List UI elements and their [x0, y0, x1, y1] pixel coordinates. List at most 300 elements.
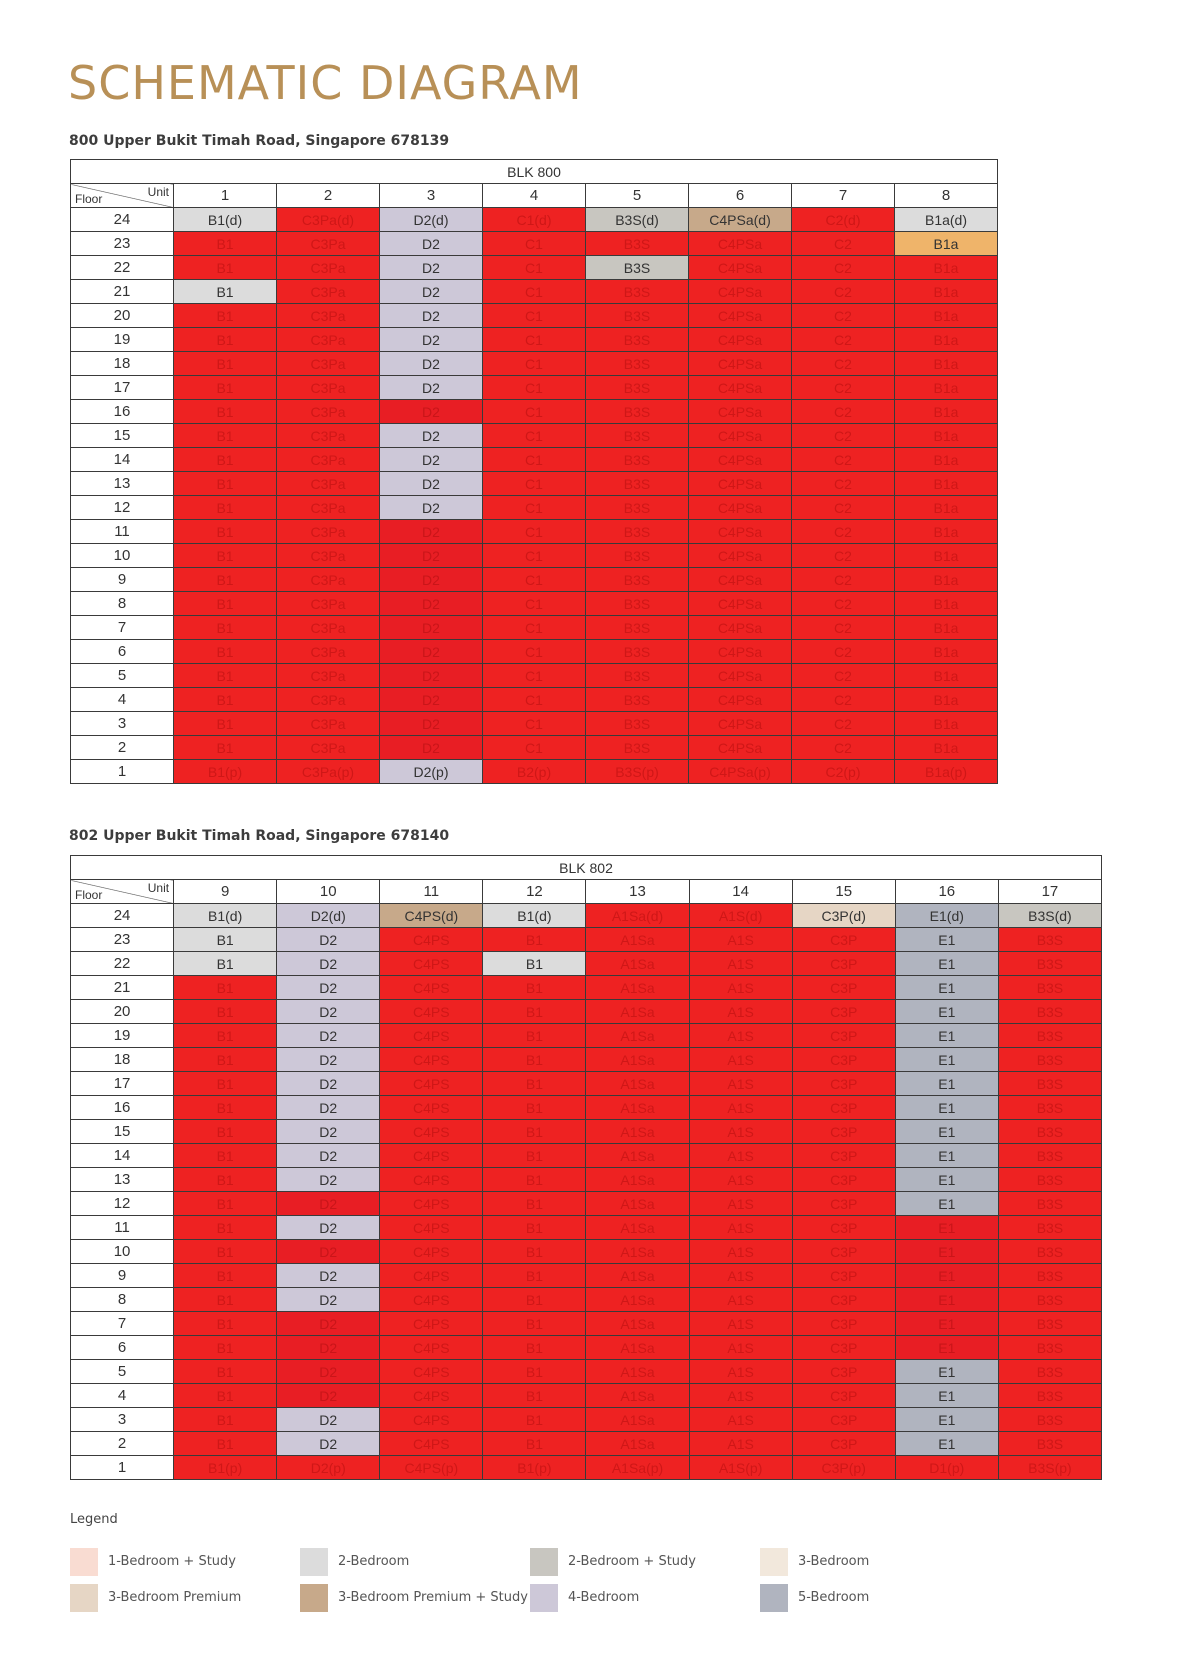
unit-cell[interactable]: D2 [277, 1168, 380, 1192]
unit-cell[interactable]: E1 [895, 952, 998, 976]
unit-cell[interactable]: C1 [483, 736, 586, 760]
unit-cell[interactable]: B1 [174, 1240, 277, 1264]
unit-cell[interactable]: B1a [895, 472, 998, 496]
unit-cell[interactable]: E1 [895, 1024, 998, 1048]
unit-cell[interactable]: C4PSa [689, 664, 792, 688]
unit-cell[interactable]: B1 [174, 1000, 277, 1024]
unit-cell[interactable]: C4PS [380, 928, 483, 952]
unit-cell[interactable]: A1Sa [586, 1312, 689, 1336]
unit-cell[interactable]: B2(p) [483, 760, 586, 784]
unit-cell[interactable]: C4PS [380, 1144, 483, 1168]
unit-cell[interactable]: C1 [483, 256, 586, 280]
unit-cell[interactable]: A1Sa [586, 1000, 689, 1024]
unit-cell[interactable]: B1a [895, 424, 998, 448]
unit-cell[interactable]: D2 [380, 520, 483, 544]
unit-cell[interactable]: D2 [380, 352, 483, 376]
unit-cell[interactable]: B3S [998, 1288, 1101, 1312]
unit-cell[interactable]: C3P [792, 1360, 895, 1384]
unit-cell[interactable]: B1a [895, 496, 998, 520]
unit-cell[interactable]: C4PS [380, 1048, 483, 1072]
unit-cell[interactable]: B1 [174, 952, 277, 976]
unit-cell[interactable]: B1 [174, 664, 277, 688]
unit-cell[interactable]: B1 [174, 1024, 277, 1048]
unit-cell[interactable]: B1 [483, 1024, 586, 1048]
unit-cell[interactable]: C4PSa [689, 424, 792, 448]
unit-cell[interactable]: D2 [380, 304, 483, 328]
unit-cell[interactable]: A1S [689, 1216, 792, 1240]
unit-cell[interactable]: C4PS [380, 1336, 483, 1360]
unit-cell[interactable]: B1 [483, 928, 586, 952]
unit-cell[interactable]: D2 [380, 616, 483, 640]
unit-cell[interactable]: B1 [174, 544, 277, 568]
unit-cell[interactable]: B3S [998, 928, 1101, 952]
unit-cell[interactable]: C1 [483, 304, 586, 328]
unit-cell[interactable]: D2 [380, 640, 483, 664]
unit-cell[interactable]: B1a [895, 400, 998, 424]
unit-cell[interactable]: D2 [277, 1048, 380, 1072]
unit-cell[interactable]: A1S [689, 976, 792, 1000]
unit-cell[interactable]: B1 [483, 1264, 586, 1288]
unit-cell[interactable]: B1a [895, 280, 998, 304]
unit-cell[interactable]: E1 [895, 1384, 998, 1408]
unit-cell[interactable]: C3Pa(p) [277, 760, 380, 784]
unit-cell[interactable]: A1S(p) [689, 1456, 792, 1480]
unit-cell[interactable]: C3Pa [277, 712, 380, 736]
unit-cell[interactable]: B3S [998, 1072, 1101, 1096]
unit-cell[interactable]: B1a [895, 664, 998, 688]
unit-cell[interactable]: C3Pa [277, 424, 380, 448]
unit-cell[interactable]: A1S [689, 1072, 792, 1096]
unit-cell[interactable]: B1 [483, 1360, 586, 1384]
unit-cell[interactable]: B3S [998, 1240, 1101, 1264]
unit-cell[interactable]: B1 [483, 1072, 586, 1096]
unit-cell[interactable]: C4PSa(d) [689, 208, 792, 232]
unit-cell[interactable]: C4PS [380, 1000, 483, 1024]
unit-cell[interactable]: D2 [380, 376, 483, 400]
unit-cell[interactable]: C2 [792, 568, 895, 592]
unit-cell[interactable]: D2(p) [277, 1456, 380, 1480]
unit-cell[interactable]: C4PS [380, 1072, 483, 1096]
unit-cell[interactable]: C3P [792, 1120, 895, 1144]
unit-cell[interactable]: C3Pa [277, 232, 380, 256]
unit-cell[interactable]: C4PSa [689, 472, 792, 496]
unit-cell[interactable]: B1a [895, 688, 998, 712]
unit-cell[interactable]: C2 [792, 376, 895, 400]
unit-cell[interactable]: C4PSa [689, 712, 792, 736]
unit-cell[interactable]: A1Sa [586, 1096, 689, 1120]
unit-cell[interactable]: C2 [792, 472, 895, 496]
unit-cell[interactable]: B3S [998, 1024, 1101, 1048]
unit-cell[interactable]: D2 [380, 328, 483, 352]
unit-cell[interactable]: B1(p) [174, 760, 277, 784]
unit-cell[interactable]: B1 [174, 736, 277, 760]
unit-cell[interactable]: B3S [998, 1048, 1101, 1072]
unit-cell[interactable]: C1 [483, 280, 586, 304]
unit-cell[interactable]: B1 [483, 1192, 586, 1216]
unit-cell[interactable]: C3P [792, 1312, 895, 1336]
unit-cell[interactable]: C4PS(d) [380, 904, 483, 928]
unit-cell[interactable]: B3S [586, 568, 689, 592]
unit-cell[interactable]: E1 [895, 1360, 998, 1384]
unit-cell[interactable]: E1 [895, 1048, 998, 1072]
unit-cell[interactable]: D2 [277, 1264, 380, 1288]
unit-cell[interactable]: B1 [174, 1168, 277, 1192]
unit-cell[interactable]: B1a [895, 352, 998, 376]
unit-cell[interactable]: B1 [483, 1096, 586, 1120]
unit-cell[interactable]: C2 [792, 544, 895, 568]
unit-cell[interactable]: A1S [689, 1048, 792, 1072]
unit-cell[interactable]: C2(d) [792, 208, 895, 232]
unit-cell[interactable]: B3S [998, 1432, 1101, 1456]
unit-cell[interactable]: B3S [998, 1216, 1101, 1240]
unit-cell[interactable]: A1S [689, 1000, 792, 1024]
unit-cell[interactable]: C3P [792, 1216, 895, 1240]
unit-cell[interactable]: A1Sa [586, 1360, 689, 1384]
unit-cell[interactable]: C3Pa [277, 544, 380, 568]
unit-cell[interactable]: A1S [689, 1336, 792, 1360]
unit-cell[interactable]: A1Sa [586, 1048, 689, 1072]
unit-cell[interactable]: B1 [174, 304, 277, 328]
unit-cell[interactable]: D2 [380, 544, 483, 568]
unit-cell[interactable]: C3P [792, 1384, 895, 1408]
unit-cell[interactable]: C3Pa [277, 256, 380, 280]
unit-cell[interactable]: C3Pa [277, 496, 380, 520]
unit-cell[interactable]: D2 [277, 1024, 380, 1048]
unit-cell[interactable]: E1 [895, 1120, 998, 1144]
unit-cell[interactable]: B1 [174, 1384, 277, 1408]
unit-cell[interactable]: C2 [792, 232, 895, 256]
unit-cell[interactable]: C1 [483, 424, 586, 448]
unit-cell[interactable]: B1a [895, 448, 998, 472]
unit-cell[interactable]: B3S [586, 640, 689, 664]
unit-cell[interactable]: C3Pa [277, 352, 380, 376]
unit-cell[interactable]: B3S [586, 304, 689, 328]
unit-cell[interactable]: C3Pa [277, 592, 380, 616]
unit-cell[interactable]: D2 [380, 664, 483, 688]
unit-cell[interactable]: C3P [792, 1408, 895, 1432]
unit-cell[interactable]: B1a [895, 544, 998, 568]
unit-cell[interactable]: C1 [483, 496, 586, 520]
unit-cell[interactable]: D2 [380, 424, 483, 448]
unit-cell[interactable]: B3S [998, 1408, 1101, 1432]
unit-cell[interactable]: D2 [277, 1120, 380, 1144]
unit-cell[interactable]: C3Pa [277, 304, 380, 328]
unit-cell[interactable]: C4PSa [689, 616, 792, 640]
unit-cell[interactable]: C2 [792, 352, 895, 376]
unit-cell[interactable]: E1 [895, 1144, 998, 1168]
unit-cell[interactable]: A1S [689, 1168, 792, 1192]
unit-cell[interactable]: C3P [792, 1432, 895, 1456]
unit-cell[interactable]: B1 [174, 520, 277, 544]
unit-cell[interactable]: C3Pa [277, 448, 380, 472]
unit-cell[interactable]: D2 [277, 1384, 380, 1408]
unit-cell[interactable]: C1 [483, 664, 586, 688]
unit-cell[interactable]: B1 [174, 1336, 277, 1360]
unit-cell[interactable]: A1S [689, 928, 792, 952]
unit-cell[interactable]: D2 [380, 400, 483, 424]
unit-cell[interactable]: B3S [586, 280, 689, 304]
unit-cell[interactable]: D1(p) [895, 1456, 998, 1480]
unit-cell[interactable]: C2 [792, 592, 895, 616]
unit-cell[interactable]: C2 [792, 304, 895, 328]
unit-cell[interactable]: D2 [277, 952, 380, 976]
unit-cell[interactable]: B1 [174, 688, 277, 712]
unit-cell[interactable]: B1 [174, 424, 277, 448]
unit-cell[interactable]: B3S [586, 520, 689, 544]
unit-cell[interactable]: C4PSa [689, 232, 792, 256]
unit-cell[interactable]: C3P [792, 1144, 895, 1168]
unit-cell[interactable]: C2 [792, 640, 895, 664]
unit-cell[interactable]: B3S [998, 1120, 1101, 1144]
unit-cell[interactable]: A1Sa [586, 1144, 689, 1168]
unit-cell[interactable]: C4PS [380, 952, 483, 976]
unit-cell[interactable]: C2 [792, 448, 895, 472]
unit-cell[interactable]: B3S [586, 400, 689, 424]
unit-cell[interactable]: C4PS [380, 1264, 483, 1288]
unit-cell[interactable]: B1a [895, 736, 998, 760]
unit-cell[interactable]: B1a [895, 520, 998, 544]
unit-cell[interactable]: C2 [792, 328, 895, 352]
unit-cell[interactable]: A1S [689, 1384, 792, 1408]
unit-cell[interactable]: B1 [483, 1288, 586, 1312]
unit-cell[interactable]: B1 [174, 328, 277, 352]
unit-cell[interactable]: A1Sa [586, 1288, 689, 1312]
unit-cell[interactable]: C3Pa [277, 736, 380, 760]
unit-cell[interactable]: C3Pa [277, 376, 380, 400]
unit-cell[interactable]: B3S [586, 544, 689, 568]
unit-cell[interactable]: A1Sa [586, 1384, 689, 1408]
unit-cell[interactable]: B3S [586, 328, 689, 352]
unit-cell[interactable]: C4PSa [689, 736, 792, 760]
unit-cell[interactable]: C3Pa [277, 616, 380, 640]
unit-cell[interactable]: C2 [792, 688, 895, 712]
unit-cell[interactable]: E1 [895, 976, 998, 1000]
unit-cell[interactable]: B1(p) [483, 1456, 586, 1480]
unit-cell[interactable]: D2 [380, 496, 483, 520]
unit-cell[interactable]: A1S [689, 1360, 792, 1384]
unit-cell[interactable]: B1 [174, 592, 277, 616]
unit-cell[interactable]: C2 [792, 520, 895, 544]
unit-cell[interactable]: B3S(p) [998, 1456, 1101, 1480]
unit-cell[interactable]: A1Sa(p) [586, 1456, 689, 1480]
unit-cell[interactable]: B1a [895, 712, 998, 736]
unit-cell[interactable]: C4PSa [689, 376, 792, 400]
unit-cell[interactable]: C3Pa [277, 400, 380, 424]
unit-cell[interactable]: C4PSa [689, 640, 792, 664]
unit-cell[interactable]: B1 [483, 1120, 586, 1144]
unit-cell[interactable]: B1a [895, 640, 998, 664]
unit-cell[interactable]: A1Sa [586, 1192, 689, 1216]
unit-cell[interactable]: C2 [792, 664, 895, 688]
unit-cell[interactable]: C1 [483, 376, 586, 400]
unit-cell[interactable]: B1 [483, 1048, 586, 1072]
unit-cell[interactable]: B3S [998, 1336, 1101, 1360]
unit-cell[interactable]: B1 [174, 1264, 277, 1288]
unit-cell[interactable]: D2 [277, 928, 380, 952]
unit-cell[interactable]: B1 [174, 280, 277, 304]
unit-cell[interactable]: A1Sa [586, 1168, 689, 1192]
unit-cell[interactable]: B3S [586, 712, 689, 736]
unit-cell[interactable]: D2 [277, 1312, 380, 1336]
unit-cell[interactable]: B1 [174, 1192, 277, 1216]
unit-cell[interactable]: C4PSa [689, 256, 792, 280]
unit-cell[interactable]: D2 [277, 1144, 380, 1168]
unit-cell[interactable]: C4PS [380, 1408, 483, 1432]
unit-cell[interactable]: A1Sa [586, 1432, 689, 1456]
unit-cell[interactable]: B1 [174, 256, 277, 280]
unit-cell[interactable]: B1 [483, 976, 586, 1000]
unit-cell[interactable]: D2 [277, 1072, 380, 1096]
unit-cell[interactable]: B1 [174, 232, 277, 256]
unit-cell[interactable]: C1 [483, 712, 586, 736]
unit-cell[interactable]: B1 [174, 472, 277, 496]
unit-cell[interactable]: E1 [895, 1312, 998, 1336]
unit-cell[interactable]: B3S [998, 1192, 1101, 1216]
unit-cell[interactable]: C4PS [380, 1288, 483, 1312]
unit-cell[interactable]: A1Sa [586, 1072, 689, 1096]
unit-cell[interactable]: C3P(p) [792, 1456, 895, 1480]
unit-cell[interactable]: B1(d) [174, 904, 277, 928]
unit-cell[interactable]: A1Sa [586, 1408, 689, 1432]
unit-cell[interactable]: C3Pa [277, 472, 380, 496]
unit-cell[interactable]: D2 [380, 256, 483, 280]
unit-cell[interactable]: D2 [277, 1360, 380, 1384]
unit-cell[interactable]: D2 [380, 280, 483, 304]
unit-cell[interactable]: B1 [174, 1288, 277, 1312]
unit-cell[interactable]: B1 [174, 448, 277, 472]
unit-cell[interactable]: C4PS [380, 1096, 483, 1120]
unit-cell[interactable]: E1 [895, 1432, 998, 1456]
unit-cell[interactable]: D2 [277, 976, 380, 1000]
unit-cell[interactable]: C1 [483, 544, 586, 568]
unit-cell[interactable]: B1 [174, 1216, 277, 1240]
unit-cell[interactable]: B1 [174, 1120, 277, 1144]
unit-cell[interactable]: B1 [174, 616, 277, 640]
unit-cell[interactable]: C3P [792, 1072, 895, 1096]
unit-cell[interactable]: B1 [483, 1312, 586, 1336]
unit-cell[interactable]: B3S [586, 592, 689, 616]
unit-cell[interactable]: B3S [998, 1144, 1101, 1168]
unit-cell[interactable]: B1 [174, 712, 277, 736]
unit-cell[interactable]: C3P [792, 1048, 895, 1072]
unit-cell[interactable]: C1 [483, 448, 586, 472]
unit-cell[interactable]: A1S [689, 1024, 792, 1048]
unit-cell[interactable]: C3P [792, 1024, 895, 1048]
unit-cell[interactable]: B1 [174, 568, 277, 592]
unit-cell[interactable]: B1a [895, 328, 998, 352]
unit-cell[interactable]: C4PSa [689, 280, 792, 304]
unit-cell[interactable]: B1 [174, 376, 277, 400]
unit-cell[interactable]: B1 [483, 1240, 586, 1264]
unit-cell[interactable]: B1 [483, 1432, 586, 1456]
unit-cell[interactable]: B3S [586, 232, 689, 256]
unit-cell[interactable]: C4PS [380, 1216, 483, 1240]
unit-cell[interactable]: C1 [483, 472, 586, 496]
unit-cell[interactable]: D2(p) [380, 760, 483, 784]
unit-cell[interactable]: E1 [895, 1264, 998, 1288]
unit-cell[interactable]: A1S [689, 1144, 792, 1168]
unit-cell[interactable]: E1 [895, 1096, 998, 1120]
unit-cell[interactable]: B1a [895, 568, 998, 592]
unit-cell[interactable]: C3P [792, 1000, 895, 1024]
unit-cell[interactable]: C4PS [380, 1312, 483, 1336]
unit-cell[interactable]: C4PS [380, 1120, 483, 1144]
unit-cell[interactable]: C4PS(p) [380, 1456, 483, 1480]
unit-cell[interactable]: B3S [586, 424, 689, 448]
unit-cell[interactable]: B1a [895, 376, 998, 400]
unit-cell[interactable]: C4PSa [689, 352, 792, 376]
unit-cell[interactable]: B1 [483, 1384, 586, 1408]
unit-cell[interactable]: A1S [689, 1240, 792, 1264]
unit-cell[interactable]: B1 [174, 1432, 277, 1456]
unit-cell[interactable]: B3S [586, 352, 689, 376]
unit-cell[interactable]: B3S(p) [586, 760, 689, 784]
unit-cell[interactable]: C1(d) [483, 208, 586, 232]
unit-cell[interactable]: E1 [895, 1336, 998, 1360]
unit-cell[interactable]: C4PS [380, 1384, 483, 1408]
unit-cell[interactable]: C1 [483, 640, 586, 664]
unit-cell[interactable]: C4PSa [689, 688, 792, 712]
unit-cell[interactable]: C3Pa [277, 688, 380, 712]
unit-cell[interactable]: B1 [174, 1360, 277, 1384]
unit-cell[interactable]: A1S [689, 1288, 792, 1312]
unit-cell[interactable]: D2(d) [380, 208, 483, 232]
unit-cell[interactable]: A1Sa [586, 1120, 689, 1144]
unit-cell[interactable]: C2(p) [792, 760, 895, 784]
unit-cell[interactable]: D2 [277, 1240, 380, 1264]
unit-cell[interactable]: C4PSa [689, 592, 792, 616]
unit-cell[interactable]: A1Sa [586, 1024, 689, 1048]
unit-cell[interactable]: B1a [895, 592, 998, 616]
unit-cell[interactable]: A1Sa [586, 952, 689, 976]
unit-cell[interactable]: B3S [586, 664, 689, 688]
unit-cell[interactable]: C4PSa [689, 328, 792, 352]
unit-cell[interactable]: C3P [792, 1192, 895, 1216]
unit-cell[interactable]: C4PS [380, 1192, 483, 1216]
unit-cell[interactable]: A1S [689, 1120, 792, 1144]
unit-cell[interactable]: B1a [895, 256, 998, 280]
unit-cell[interactable]: C1 [483, 616, 586, 640]
unit-cell[interactable]: C2 [792, 256, 895, 280]
unit-cell[interactable]: E1 [895, 1408, 998, 1432]
unit-cell[interactable]: B1(p) [174, 1456, 277, 1480]
unit-cell[interactable]: C4PSa(p) [689, 760, 792, 784]
unit-cell[interactable]: C2 [792, 712, 895, 736]
unit-cell[interactable]: C3Pa [277, 664, 380, 688]
unit-cell[interactable]: C4PSa [689, 544, 792, 568]
unit-cell[interactable]: C4PS [380, 976, 483, 1000]
unit-cell[interactable]: A1S(d) [689, 904, 792, 928]
unit-cell[interactable]: C3P [792, 976, 895, 1000]
unit-cell[interactable]: B3S [586, 496, 689, 520]
unit-cell[interactable]: B3S [998, 1000, 1101, 1024]
unit-cell[interactable]: B1 [174, 400, 277, 424]
unit-cell[interactable]: D2 [277, 1408, 380, 1432]
unit-cell[interactable]: C4PSa [689, 400, 792, 424]
unit-cell[interactable]: B1 [174, 1144, 277, 1168]
unit-cell[interactable]: C2 [792, 736, 895, 760]
unit-cell[interactable]: C2 [792, 496, 895, 520]
unit-cell[interactable]: C4PSa [689, 496, 792, 520]
unit-cell[interactable]: B3S [586, 256, 689, 280]
unit-cell[interactable]: C3Pa(d) [277, 208, 380, 232]
unit-cell[interactable]: C2 [792, 280, 895, 304]
unit-cell[interactable]: B3S [998, 1096, 1101, 1120]
unit-cell[interactable]: B3S [998, 1168, 1101, 1192]
unit-cell[interactable]: B1 [483, 1336, 586, 1360]
unit-cell[interactable]: A1S [689, 1096, 792, 1120]
unit-cell[interactable]: D2 [380, 712, 483, 736]
